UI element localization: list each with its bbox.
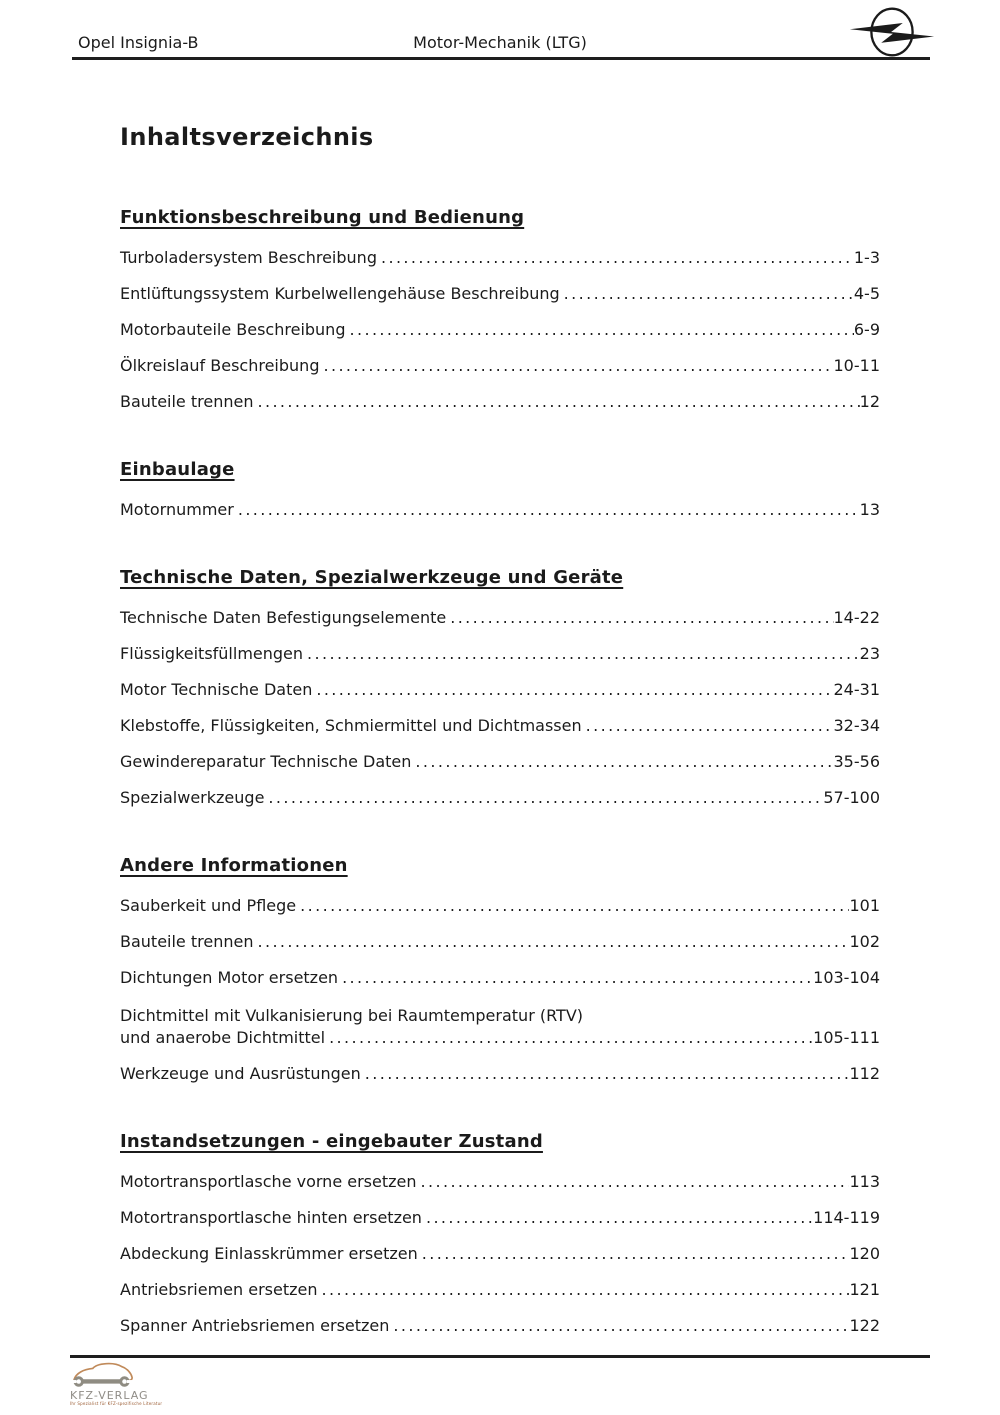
toc-entry-row xyxy=(120,356,880,376)
toc-entry-row xyxy=(120,248,880,268)
header-model-title: Opel Insignia-B xyxy=(78,33,199,52)
toc-entry xyxy=(120,284,880,304)
dot-leader xyxy=(422,1244,850,1264)
toc-entry xyxy=(120,608,880,628)
dot-leader xyxy=(238,500,860,520)
toc-entry-pages: 32-34 xyxy=(833,716,880,735)
toc-entry-row xyxy=(120,392,880,412)
toc-entry-row xyxy=(120,1064,880,1084)
dot-leader xyxy=(586,716,834,736)
toc-entry-title: Dichtungen Motor ersetzen xyxy=(120,968,339,987)
toc-entry-pages: 35-56 xyxy=(833,752,880,771)
dot-leader xyxy=(426,1208,813,1228)
toc-entry xyxy=(120,1064,880,1084)
toc-entry-title: Motor Technische Daten xyxy=(120,680,313,699)
toc-entry xyxy=(120,320,880,340)
toc-entry-row xyxy=(120,716,880,736)
kfz-verlag-logo xyxy=(70,1361,163,1406)
toc-entry-title: Werkzeuge und Ausrüstungen xyxy=(120,1064,361,1083)
toc-entry-row xyxy=(120,896,880,916)
toc-entry-title: Motortransportlasche hinten ersetzen xyxy=(120,1208,422,1227)
dot-leader xyxy=(307,644,860,664)
toc-entry xyxy=(120,500,880,520)
toc-entry xyxy=(120,1004,880,1048)
toc-entry-title: Gewindereparatur Technische Daten xyxy=(120,752,412,771)
dot-leader xyxy=(316,680,833,700)
toc-entry xyxy=(120,680,880,700)
kfz-verlag-tagline: Ihr Spezialist für KFZ-spezifische Literatur xyxy=(70,1401,163,1406)
toc-entry-pages: 102 xyxy=(849,932,880,951)
toc-entry-title: Technische Daten Befestigungselemente xyxy=(120,608,447,627)
toc-section xyxy=(120,428,880,520)
toc-entry-row xyxy=(120,788,880,808)
toc-entry-pages: 24-31 xyxy=(833,680,880,699)
opel-blitz-icon xyxy=(846,6,938,62)
dot-leader xyxy=(393,1316,849,1336)
section-heading: Einbaulage xyxy=(120,459,235,480)
dot-leader xyxy=(268,788,823,808)
toc-entry-title: Motornummer xyxy=(120,500,234,519)
toc-entry-pages: 114-119 xyxy=(813,1208,880,1227)
toc-entry-row xyxy=(120,1316,880,1336)
toc-entry xyxy=(120,1244,880,1264)
toc-entry-title: Antriebsriemen ersetzen xyxy=(120,1280,318,1299)
toc-entry-row xyxy=(120,1280,880,1300)
toc-entry-title-line1: Dichtmittel mit Vulkanisierung bei Raumtemperatur (RTV) xyxy=(120,1006,584,1025)
section-heading: Instandsetzungen - eingebauter Zustand xyxy=(120,1131,543,1152)
toc-entry-pages: 13 xyxy=(859,500,880,519)
toc-entry-pages: 121 xyxy=(849,1280,880,1299)
toc-entry-pages: 6-9 xyxy=(853,320,880,339)
toc-entry xyxy=(120,1280,880,1300)
dot-leader xyxy=(365,1064,850,1084)
toc-entry-pages: 122 xyxy=(849,1316,880,1335)
toc-entry-row xyxy=(120,1244,880,1264)
toc-entry-pages: 23 xyxy=(859,644,880,663)
toc-entry-pages: 10-11 xyxy=(833,356,880,375)
toc-entry-pages: 120 xyxy=(849,1244,880,1263)
toc-entry xyxy=(120,1208,880,1228)
toc-main xyxy=(0,122,1000,1336)
toc-entry-row xyxy=(120,932,880,952)
toc-entry-row xyxy=(120,608,880,628)
section-heading: Andere Informationen xyxy=(120,855,348,876)
toc-entry-row xyxy=(120,752,880,772)
dot-leader xyxy=(323,356,833,376)
toc-sections xyxy=(120,176,880,1336)
toc-entry-pages: 113 xyxy=(849,1172,880,1191)
toc-entry-title: Spanner Antriebsriemen ersetzen xyxy=(120,1316,390,1335)
toc-entry-title: Ölkreislauf Beschreibung xyxy=(120,356,320,375)
toc-entry xyxy=(120,716,880,736)
toc-entry-title: Motorbauteile Beschreibung xyxy=(120,320,346,339)
toc-entry xyxy=(120,392,880,412)
dot-leader xyxy=(564,284,854,304)
toc-entry-title: Abdeckung Einlasskrümmer ersetzen xyxy=(120,1244,418,1263)
toc-entry-pages: 57-100 xyxy=(823,788,880,807)
kfz-verlag-car-wrench-icon xyxy=(70,1361,140,1389)
toc-entry-row xyxy=(120,320,880,340)
toc-entry-title: Bauteile trennen xyxy=(120,392,254,411)
toc-entry-row xyxy=(120,644,880,664)
page-header xyxy=(0,0,1000,60)
section-heading: Technische Daten, Spezialwerkzeuge und Geräte xyxy=(120,567,624,588)
toc-entry-title: Sauberkeit und Pflege xyxy=(120,896,297,915)
toc-entry xyxy=(120,788,880,808)
footer-divider xyxy=(70,1355,930,1358)
kfz-verlag-logo-text: KFZ-VERLAG xyxy=(70,1389,149,1402)
toc-entry-row xyxy=(120,284,880,304)
toc-entry-pages: 14-22 xyxy=(833,608,880,627)
dot-leader xyxy=(381,248,854,268)
toc-entry xyxy=(120,896,880,916)
dot-leader xyxy=(257,932,849,952)
toc-entry xyxy=(120,968,880,988)
page-title: Inhaltsverzeichnis xyxy=(120,123,374,151)
toc-entry xyxy=(120,356,880,376)
dot-leader xyxy=(257,392,859,412)
dot-leader xyxy=(349,320,853,340)
dot-leader xyxy=(322,1280,850,1300)
toc-entry xyxy=(120,248,880,268)
toc-entry-row xyxy=(120,968,880,988)
header-section-title: Motor-Mechanik (LTG) xyxy=(413,33,587,52)
header-divider xyxy=(72,57,930,60)
toc-entry-pages: 103-104 xyxy=(813,968,880,987)
toc-entry-pages: 12 xyxy=(859,392,880,411)
toc-entry-title: und anaerobe Dichtmittel xyxy=(120,1028,326,1047)
dot-leader xyxy=(342,968,813,988)
toc-entry-row xyxy=(120,500,880,520)
dot-leader xyxy=(450,608,833,628)
toc-section xyxy=(120,824,880,1084)
toc-entry-title: Entlüftungssystem Kurbelwellengehäuse Beschreibung xyxy=(120,284,560,303)
page-footer xyxy=(0,1355,1000,1415)
toc-entry-pages: 1-3 xyxy=(853,248,880,267)
toc-entry xyxy=(120,1172,880,1192)
toc-entry-title: Turboladersystem Beschreibung xyxy=(120,248,377,267)
toc-section xyxy=(120,176,880,412)
toc-section xyxy=(120,1100,880,1336)
toc-entry xyxy=(120,644,880,664)
dot-leader xyxy=(421,1172,850,1192)
toc-entry-title: Spezialwerkzeuge xyxy=(120,788,265,807)
toc-entry xyxy=(120,752,880,772)
dot-leader xyxy=(329,1028,813,1048)
toc-entry-pages: 4-5 xyxy=(853,284,880,303)
toc-entry xyxy=(120,1316,880,1336)
toc-entry-pages: 112 xyxy=(849,1064,880,1083)
toc-entry-pages: 101 xyxy=(849,896,880,915)
toc-entry-pages: 105-111 xyxy=(813,1028,880,1047)
toc-entry-title: Bauteile trennen xyxy=(120,932,254,951)
toc-entry-row xyxy=(120,1208,880,1228)
dot-leader xyxy=(415,752,833,772)
toc-entry-row xyxy=(120,1172,880,1192)
toc-entry-title: Motortransportlasche vorne ersetzen xyxy=(120,1172,417,1191)
toc-entry-title: Flüssigkeitsfüllmengen xyxy=(120,644,304,663)
toc-section xyxy=(120,536,880,808)
toc-entry-row xyxy=(120,680,880,700)
toc-entry xyxy=(120,932,880,952)
dot-leader xyxy=(300,896,849,916)
toc-entry-title: Klebstoffe, Flüssigkeiten, Schmiermittel und Dichtmassen xyxy=(120,716,582,735)
toc-entry-row xyxy=(120,1028,880,1048)
section-heading: Funktionsbeschreibung und Bedienung xyxy=(120,207,525,228)
